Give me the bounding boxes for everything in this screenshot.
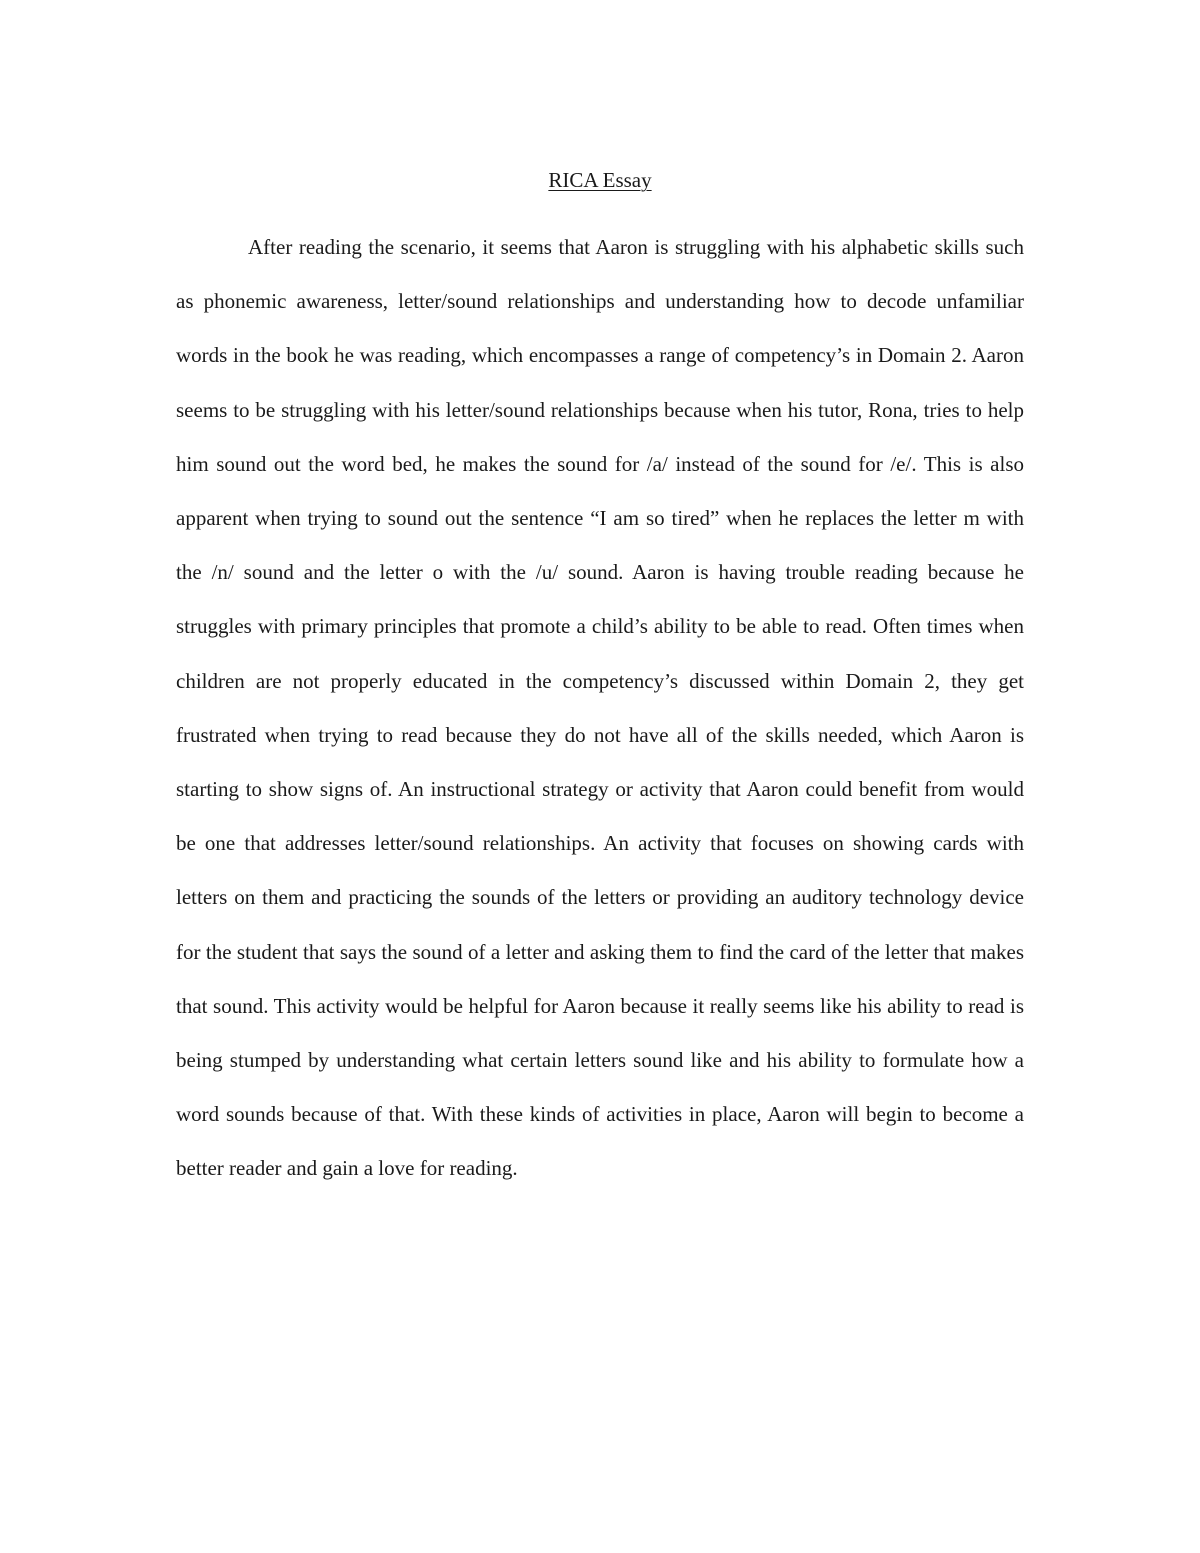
document-title-text: RICA Essay xyxy=(548,168,652,192)
essay-paragraph: After reading the scenario, it seems that Aaron is struggling with his alphabetic skills such as phonemic awareness, letter/sound relationships and understanding how to decode unfamiliar words in the book he was reading, which encompasses a range of competency’s in Domain 2. Aaron seems to be struggling with his letter/sound relationships because when his tutor, Rona, tries to help him sound out the word bed, he makes the sound for /a/ instead of the sound for /e/. This is also apparent when trying to sound out the sentence “I am so tired” when he replaces the letter m with the /n/ sound and the letter o with the /u/ sound. Aaron is having trouble reading because he struggles with primary principles that promote a child’s ability to be able to read. Often times when children are not properly educated in the competency’s discussed within Domain 2, they get frustrated when trying to read because they do not have all of the skills needed, which Aaron is starting to show signs of. An instructional strategy or activity that Aaron could benefit from would be one that addresses letter/sound relationships. An activity that focuses on showing cards with letters on them and practicing the sounds of the letters or providing an auditory technology device for the student that says the sound of a letter and asking them to find the card of the letter that makes that sound. This activity would be helpful for Aaron because it really seems like his ability to read is being stumped by understanding what certain letters sound like and his ability to formulate how a word sounds because of that. With these kinds of activities in place, Aaron will begin to become a better reader and gain a love for reading. xyxy=(176,235,1024,1181)
document-title xyxy=(0,164,1200,196)
